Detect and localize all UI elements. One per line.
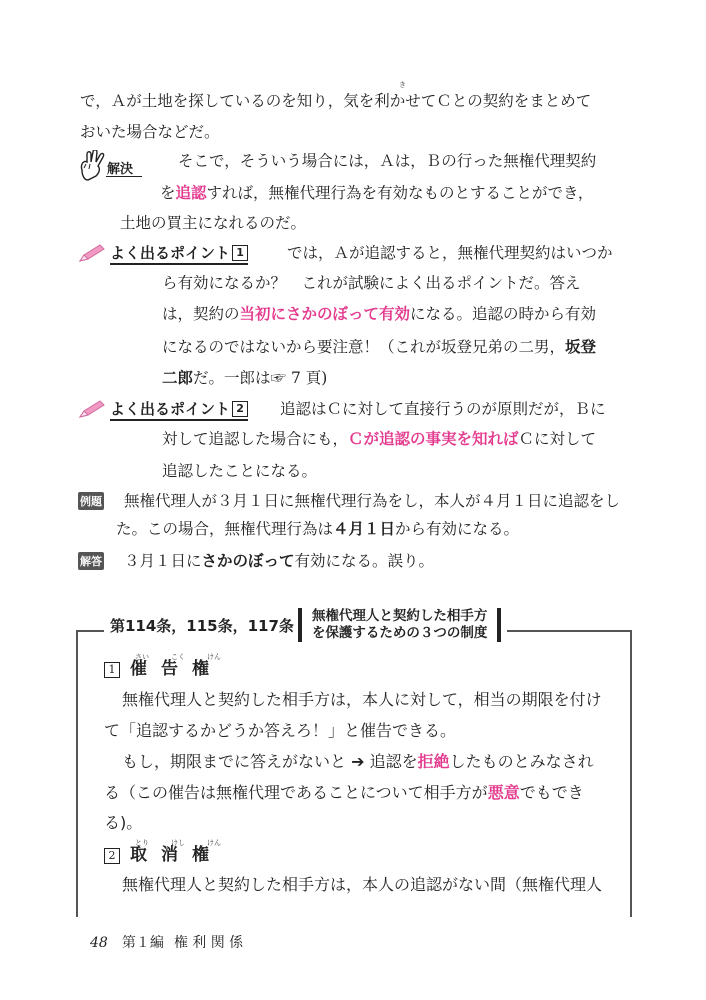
ruby-annotation: けん — [207, 839, 221, 847]
highlight-retroactive: 当初にさかのぼって有効 — [239, 305, 411, 323]
solution-line-3: 土地の買主になれるのだ。 — [120, 214, 307, 232]
text-segment: た。この場合，無権代理行為は — [116, 520, 334, 538]
highlight-reject: 拒絶 — [417, 752, 450, 771]
ruby-annotation: とり — [135, 839, 149, 847]
text-segment: になる。追認の時から有効 — [410, 305, 597, 323]
item-1-heading — [104, 658, 223, 680]
item-2-line-1: 無権代理人と契約した相手方は，本人の追認がない間（無権代理人 — [122, 875, 603, 894]
ruby-annotation: さい — [135, 653, 149, 661]
solution-line-1: そこで，そういう場合には，Ａは，Ｂの行った無権代理契約 — [178, 152, 597, 170]
solution-label: 解決 — [107, 162, 134, 177]
ruby-annotation: けし — [171, 839, 185, 847]
point-2-line-3: 追認したことになる。 — [162, 462, 318, 480]
point-2-line-1: 追認はＣに対して直接行うのが原則だが，Ｂに — [280, 400, 606, 418]
item-1-line-4 — [104, 782, 584, 804]
item-2-number: 2 — [104, 848, 120, 864]
pencil-icon — [78, 399, 106, 419]
text-segment: すれば，無権代理行為を有効なものとすることができ， — [206, 184, 594, 202]
page-number: 48 — [90, 935, 108, 951]
text-segment: もし，期限までに答えがないと — [122, 752, 352, 771]
ruby-annotation: き — [399, 81, 406, 89]
bold-april-1: ４月１日 — [333, 520, 396, 538]
arrow-right-icon: ➔ — [351, 752, 365, 771]
answer-tag: 解答 — [78, 552, 104, 570]
pointing-hand-icon — [78, 150, 108, 184]
text-segment: でもでき — [519, 783, 584, 802]
answer-line — [124, 550, 434, 572]
intro-line-2: おいた場合などだ。 — [80, 123, 220, 141]
item-1-line-5: る)。 — [104, 813, 143, 832]
part-label: 第１編 — [121, 935, 164, 951]
text-segment: Ｃに対して — [518, 430, 597, 448]
summary-title-line-2: を保護するための３つの制度 — [311, 625, 488, 641]
text-segment: から有効になる。 — [395, 520, 520, 538]
highlight-knows-fact: Ｃが追認の事実を知れば — [348, 430, 519, 448]
point-1-number: 1 — [232, 245, 248, 261]
section-label: 権 利 関 係 — [173, 935, 244, 951]
solution-underline — [106, 176, 142, 177]
text-segment: ３月１日に — [124, 552, 202, 570]
point-2-line-2 — [162, 428, 596, 450]
item-1-title: 催告権 — [130, 659, 223, 679]
item-2-title: 取消権 — [130, 845, 223, 865]
item-1-line-3 — [122, 751, 594, 773]
item-2-heading — [104, 844, 223, 866]
point-title-text: よく出るポイント — [110, 399, 231, 418]
text-segment: 有効になる。誤り。 — [294, 552, 435, 570]
highlight-tsuinin: 追認 — [175, 184, 207, 202]
pencil-icon — [78, 243, 106, 263]
article-numbers: 第114条，115条，117条 — [110, 616, 294, 635]
solution-marker — [78, 150, 146, 184]
summary-title-line-1: 無権代理人と契約した相手方 — [311, 608, 488, 624]
solution-line-2 — [160, 182, 593, 204]
example-tag: 例題 — [78, 492, 104, 510]
point-title-text: よく出るポイント — [110, 243, 231, 262]
point-1-line-2: ら有効になるか？ これが試験によく出るポイントだ。答え — [162, 274, 581, 292]
highlight-bad-faith: 悪意 — [487, 783, 520, 802]
text-segment: 追認を — [364, 752, 418, 771]
ruby-annotation: けん — [207, 653, 221, 661]
bold-sakato: 坂登 — [565, 338, 597, 356]
summary-box-header — [104, 608, 507, 642]
example-line-2 — [116, 518, 519, 540]
point-1-line-1: では，Ａが追認すると，無権代理契約はいつか — [287, 244, 613, 262]
point-1-line-5 — [162, 367, 327, 389]
bold-retroactive: さかのぼって — [201, 552, 295, 570]
text-segment: になるのではないから要注意！（これが坂登兄弟の二男， — [162, 338, 566, 356]
point-1-header — [78, 240, 248, 266]
text-segment: を — [160, 184, 176, 202]
text-segment: したものとみなされ — [449, 752, 594, 771]
bold-jiro: 二郎 — [162, 369, 194, 387]
text-segment: る（この催告は無権代理であることについて相手方が — [104, 783, 488, 802]
point-1-title — [110, 242, 248, 265]
ruby-annotation: こく — [171, 653, 185, 661]
intro-line-1: で，Ａが土地を探しているのを知り，気を利かせてＣとの契約をまとめて — [80, 92, 592, 110]
text-segment: だ。一郎は☞ 7 頁) — [193, 369, 328, 387]
point-2-number: 2 — [232, 401, 248, 417]
item-1-line-2: て「追認するかどうか答えろ！」と催告できる。 — [104, 721, 457, 740]
point-1-line-4 — [162, 336, 596, 358]
summary-box-title — [298, 608, 502, 642]
text-segment: は，契約の — [162, 305, 240, 323]
point-2-title — [110, 398, 248, 421]
point-2-header — [78, 396, 248, 422]
page-footer — [90, 932, 243, 952]
item-1-number: 1 — [104, 662, 120, 678]
item-1-line-1: 無権代理人と契約した相手方は，本人に対して，相当の期限を付け — [122, 690, 602, 709]
example-line-1: 無権代理人が３月１日に無権代理行為をし，本人が４月１日に追認をし — [124, 492, 621, 510]
point-1-line-3 — [162, 303, 596, 325]
text-segment: 対して追認した場合にも， — [162, 430, 349, 448]
